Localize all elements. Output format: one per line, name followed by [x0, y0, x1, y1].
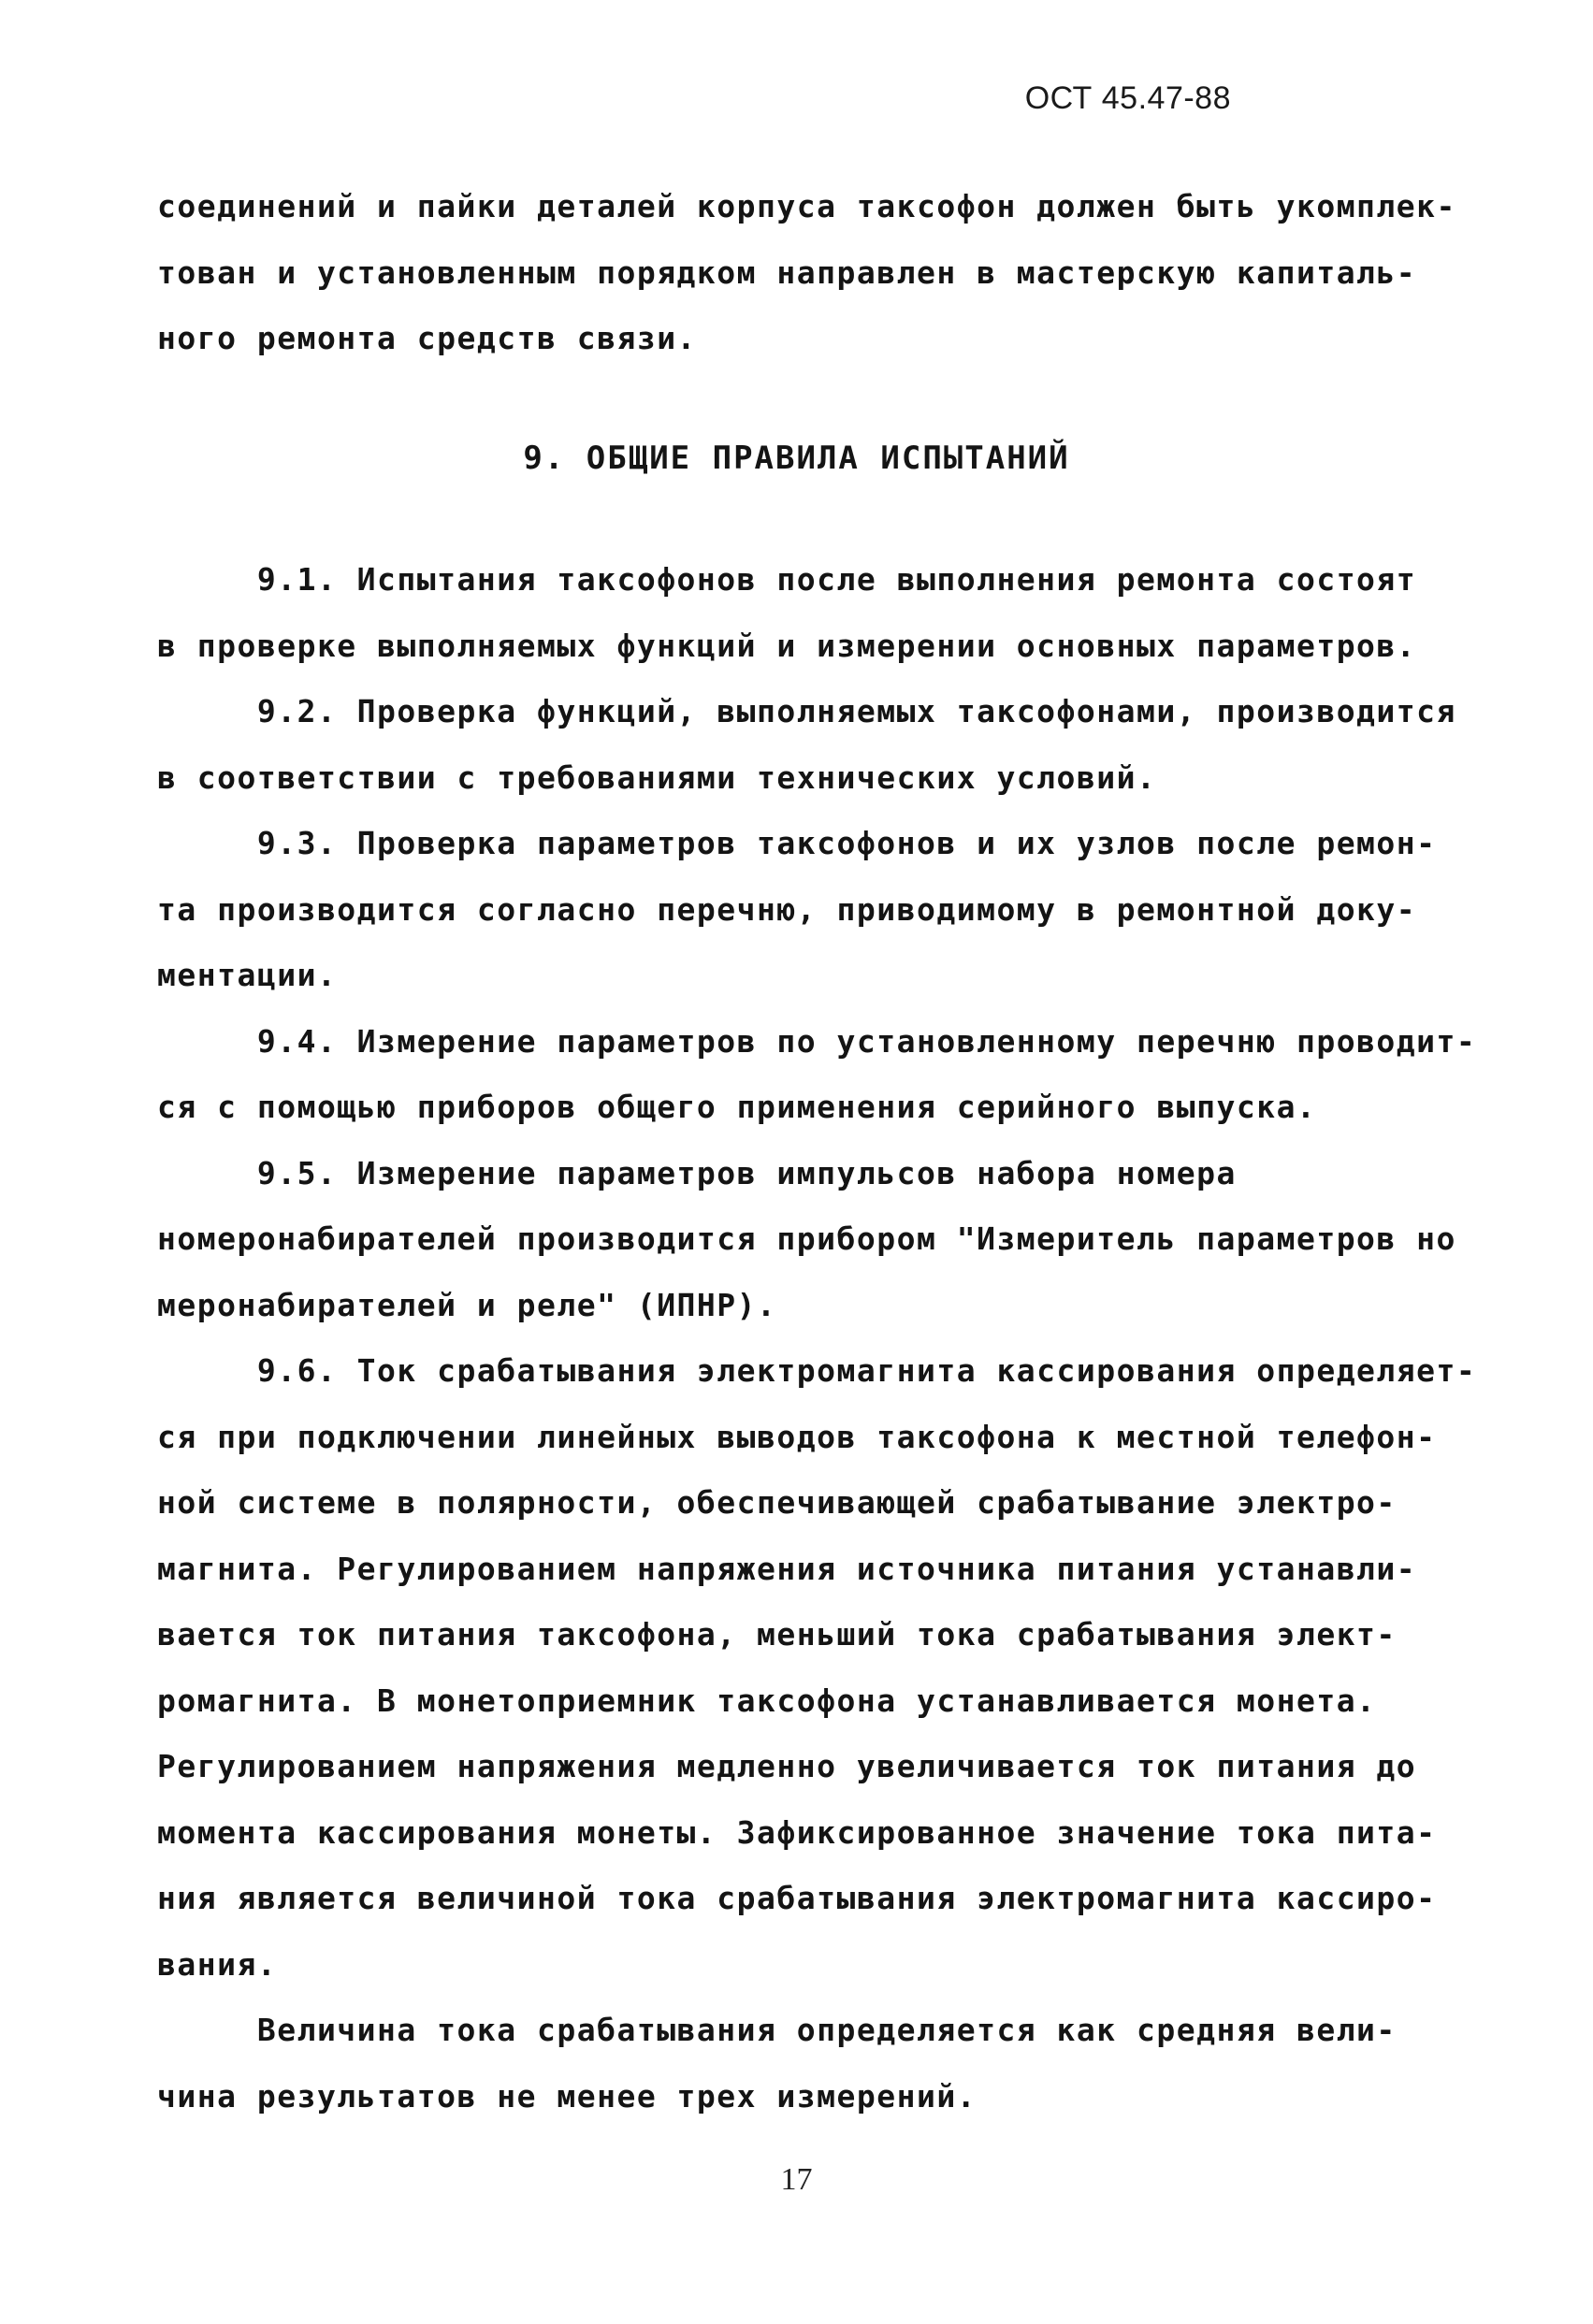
text-line: Величина тока срабатывания определяется как средняя вели- — [157, 2012, 1397, 2048]
text-line: вается ток питания таксофона, меньший тока срабатывания элект- — [157, 1616, 1397, 1653]
text-line: соединений и пайки деталей корпуса таксофон должен быть укомплек- — [157, 188, 1456, 224]
text-line: та производится согласно перечню, приводимому в ремонтной доку- — [157, 890, 1417, 928]
text-line: 9.2. Проверка функций, выполняемых таксофонами, производится — [157, 693, 1456, 729]
document-code: ОСТ 45.47-88 — [1024, 80, 1231, 116]
page-number: 17 — [780, 2162, 813, 2197]
text-line: ментации. — [157, 957, 338, 993]
text-line: вания. — [157, 1945, 278, 1983]
text-line: ся при подключении линейных выводов таксофона к местной телефон- — [157, 1418, 1437, 1455]
text-line: момента кассирования монеты. Зафиксированное значение тока пита- — [157, 1813, 1437, 1851]
intro-paragraph — [157, 174, 1456, 372]
text-line: ной системе в полярности, обеспечивающей срабатывание электро- — [157, 1484, 1397, 1521]
text-line: ся с помощью приборов общего применения серийного выпуска. — [157, 1089, 1317, 1125]
text-line: меронабирателей и реле" (ИПНР). — [157, 1286, 777, 1323]
text-line: в соответствии с требованиями технических условий. — [157, 758, 1157, 796]
text-line: ного ремонта средств связи. — [157, 320, 697, 356]
text-line: 9.4. Измерение параметров по установленному перечню проводит- — [157, 1022, 1477, 1060]
section-body — [157, 547, 1477, 2129]
section-title: 9. ОБЩИЕ ПРАВИЛА ИСПЫТАНИЙ — [523, 440, 1070, 477]
text-line: ромагнита. В монетоприемник таксофона устанавливается монета. — [157, 1682, 1377, 1719]
text-line: 9.1. Испытания таксофонов после выполнения ремонта состоят — [157, 561, 1417, 598]
text-line: номеронабирателей производится прибором "Измеритель параметров но — [157, 1220, 1456, 1257]
text-line: 9.6. Ток срабатывания электромагнита кассирования определяет- — [157, 1352, 1477, 1389]
text-line: Регулированием напряжения медленно увеличивается ток питания до — [157, 1748, 1417, 1784]
text-line: чина результатов не менее трех измерений. — [157, 2077, 978, 2115]
text-line: 9.3. Проверка параметров таксофонов и их узлов после ремон- — [157, 825, 1437, 861]
text-line: магнита. Регулированием напряжения источника питания устанавли- — [157, 1550, 1417, 1587]
text-line: 9.5. Измерение параметров импульсов набора номера — [157, 1154, 1237, 1191]
text-line: ния является величиной тока срабатывания электромагнита кассиро- — [157, 1880, 1437, 1916]
text-line: тован и установленным порядком направлен в мастерскую капиталь- — [157, 253, 1417, 291]
text-line: в проверке выполняемых функций и измерении основных параметров. — [157, 627, 1417, 664]
